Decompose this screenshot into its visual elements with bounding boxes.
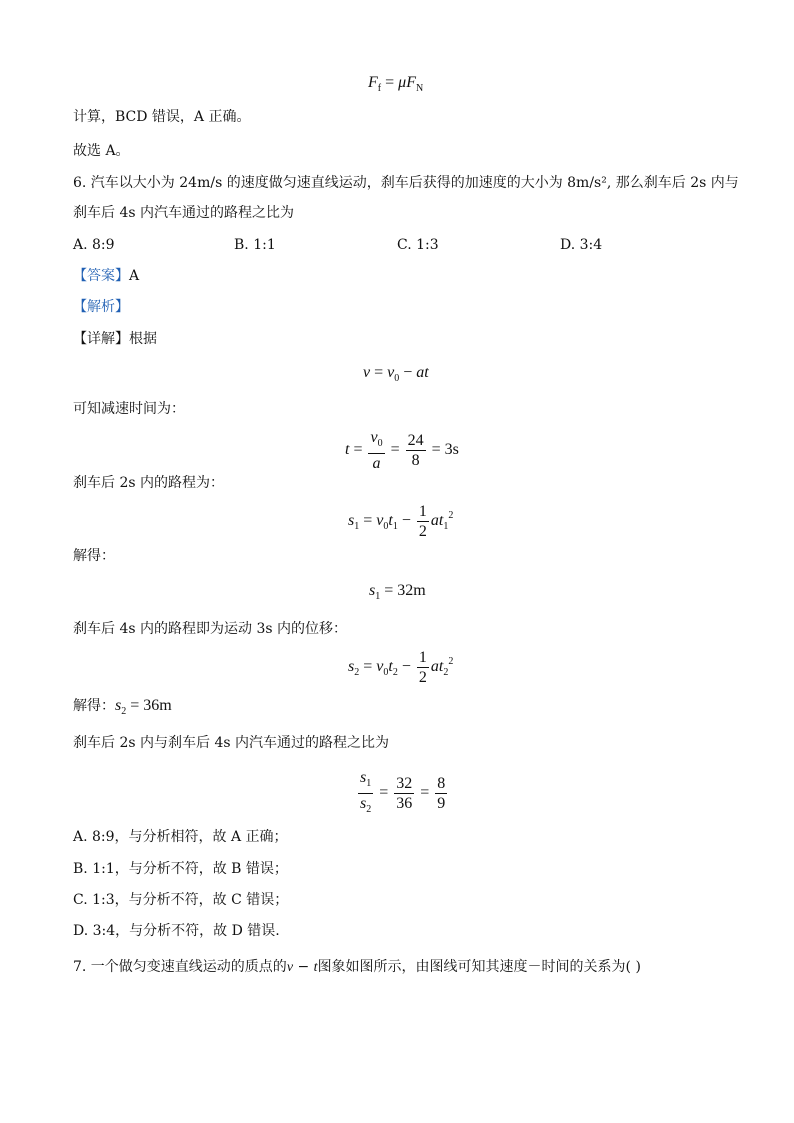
s2-result	[115, 697, 172, 717]
s1-intro: 刹车后 2s 内的路程为：	[73, 475, 224, 491]
eq-sub: 2	[443, 667, 449, 679]
eq-op: −	[293, 959, 314, 975]
eq-sub: 1	[366, 778, 372, 789]
eq-var: v	[387, 364, 395, 381]
eq-var: v	[363, 364, 371, 381]
eq-var: t	[388, 512, 393, 530]
eq-var: s	[369, 582, 376, 599]
s2-intro: 刹车后 4s 内的路程即为运动 3s 内的位移：	[73, 621, 347, 637]
eq-var: v	[286, 960, 294, 975]
velocity-equation	[363, 364, 429, 388]
option-analysis-b: B. 1:1，与分析不符，故 B 错误；	[73, 861, 288, 877]
eq-op: −	[399, 364, 417, 381]
fraction	[406, 431, 426, 470]
eq-sub: 0	[383, 667, 389, 679]
eq-sup: 2	[448, 656, 454, 668]
eq-op: =	[370, 364, 388, 381]
eq-num: 1	[418, 649, 427, 666]
calc-line: 计算，BCD 错误，A 正确。	[73, 109, 251, 125]
eq-sub: 2	[354, 667, 360, 679]
analysis-label: 【解析】	[73, 299, 129, 315]
q6-option-b: B. 1:1	[234, 237, 276, 253]
eq-var: at	[416, 364, 429, 381]
eq-sub: 2	[366, 804, 372, 815]
formula-sub: N	[415, 83, 424, 94]
fraction	[358, 768, 373, 819]
choose-line: 故选 A。	[73, 143, 130, 159]
eq-var: s	[360, 795, 367, 812]
eq-result: = 3s	[427, 441, 459, 459]
ratio-equation	[356, 768, 449, 819]
fraction	[368, 428, 384, 473]
eq-den: 2	[418, 669, 427, 686]
ratio-intro: 刹车后 2s 内与刹车后 4s 内汽车通过的路程之比为	[73, 735, 389, 751]
fraction	[417, 648, 429, 687]
eq-den: 9	[437, 795, 446, 812]
eq-var: s	[360, 769, 367, 786]
eq-sub: 1	[375, 591, 381, 602]
eq-op: =	[359, 512, 377, 530]
eq-var: s	[348, 658, 355, 676]
eq-sup: 2	[448, 510, 454, 522]
formula-var: F	[406, 74, 416, 91]
q7-text-rest: 图象如图所示，由图线可知其速度－时间的关系为( )	[317, 959, 641, 975]
eq-num: 24	[407, 432, 424, 449]
eq-sub: 1	[354, 521, 360, 533]
eq-sub: 0	[394, 373, 400, 384]
s2-equation	[348, 648, 453, 687]
eq-op: −	[397, 658, 415, 676]
q6-stem-line2: 刹车后 4s 内汽车通过的路程之比为	[73, 205, 294, 221]
eq-op: −	[397, 512, 415, 530]
formula-eq: =	[381, 74, 399, 91]
formula-var: F	[368, 74, 378, 91]
q6-stem-line1: 6. 汽车以大小为 24m/s 的速度做匀速直线运动，刹车后获得的加速度的大小为 8m/s², 那么刹车后 2s 内与	[73, 175, 739, 191]
option-analysis-d: D. 3:4，与分析不符，故 D 错误.	[73, 923, 280, 939]
time-equation	[345, 428, 459, 473]
s1-result	[369, 582, 426, 606]
eq-op: =	[349, 441, 367, 459]
answer-value: A	[129, 268, 140, 284]
eq-var: at	[430, 512, 444, 530]
eq-var: s	[348, 512, 355, 530]
formula-mu: μ	[398, 74, 407, 91]
eq-sub: 1	[443, 521, 449, 533]
q6-option-a: A. 8:9	[73, 237, 115, 253]
eq-var: v	[370, 429, 378, 446]
eq-sub: 2	[392, 667, 398, 679]
eq-var: v	[376, 512, 384, 530]
eq-sub: 0	[383, 521, 389, 533]
eq-den: 36	[396, 795, 413, 812]
formula-sub: f	[377, 83, 382, 94]
eq-num: 1	[418, 503, 427, 520]
q6-option-d: D. 3:4	[560, 237, 603, 253]
detail-text: 根据	[129, 331, 157, 347]
solve-line-2	[73, 697, 172, 721]
eq-var: s	[115, 697, 122, 714]
eq-var: at	[430, 658, 444, 676]
fraction	[394, 774, 414, 813]
eq-op: =	[386, 441, 404, 459]
eq-op: =	[359, 658, 377, 676]
option-analysis-a: A. 8:9，与分析相符，故 A 正确；	[73, 829, 288, 845]
eq-sub: 0	[377, 438, 383, 449]
decel-time-text: 可知减速时间为：	[73, 401, 185, 417]
friction-formula	[368, 74, 423, 98]
eq-sub: 2	[121, 706, 127, 717]
q7-text: 7. 一个做匀变速直线运动的质点的	[73, 959, 287, 975]
eq-result: = 36m	[126, 697, 172, 714]
eq-op: =	[375, 784, 393, 802]
answer-line	[73, 267, 139, 285]
option-analysis-c: C. 1:3，与分析不符，故 C 错误；	[73, 892, 289, 908]
eq-den: 2	[418, 523, 427, 540]
solve-text-2: 解得：	[73, 698, 115, 714]
q6-option-c: C. 1:3	[397, 237, 439, 253]
eq-var: a	[372, 455, 381, 472]
detail-label: 【详解】	[73, 331, 129, 347]
eq-var: t	[345, 441, 350, 459]
eq-den: 8	[411, 452, 420, 469]
eq-var: t	[388, 658, 393, 676]
solve-text-1: 解得：	[73, 548, 115, 564]
eq-num: 32	[396, 775, 413, 792]
q7-stem	[73, 958, 641, 977]
eq-op: =	[416, 784, 434, 802]
eq-result: = 32m	[380, 582, 426, 599]
fraction	[417, 502, 429, 541]
detail-line	[73, 330, 157, 348]
eq-sub: 1	[392, 521, 398, 533]
answer-label: 【答案】	[73, 268, 129, 284]
eq-var: t	[313, 960, 318, 975]
fraction	[435, 774, 447, 813]
eq-num: 8	[437, 775, 446, 792]
s1-equation	[348, 502, 453, 541]
eq-var: v	[376, 658, 384, 676]
